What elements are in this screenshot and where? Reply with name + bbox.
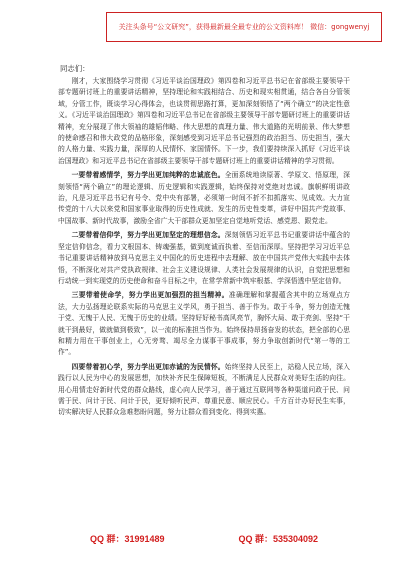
- salutation: 同志们：: [60, 64, 90, 73]
- paragraph-lead: 四要带着初心学，努力学出更加赤诚的为民情怀。: [71, 362, 225, 371]
- qq-group-2: QQ 群：535304092: [238, 534, 319, 544]
- paragraph-text: 刚才，大家围绕学习贯彻《习近平谈治国理政》第四卷和习近平总书记在省部级主要领导干部专题研讨班上的重要讲话精神，坚持理论和实践相结合、历史和现实相贯通，结合各自分管领域，分管工作，既谈学习心得体会，也谈贯彻思路打算，更加深刻领悟了“两个确立”的决定性意义。《习近平谈治国理政》第四卷和习近平总书记在省部级主要领导干部专题研讨班上的重要讲话精神，充分展现了伟大领袖的雄韬伟略、伟大思想的真理力量、伟大道路的光明前景、伟大梦想的使命感召和伟大政党的品格形象，深刻感受到习近平总书记强烈的政治担当、历史担当，强大的人格力量、实践力量，深厚的人民情怀、家国情怀。下一步，我们要持续深入抓好《习近平谈治国理政》和习近平总书记在省部级主要领导干部专题研讨班上的重要讲话精神的学习贯彻。: [58, 77, 350, 165]
- paragraph-point-3: [58, 290, 350, 358]
- promo-banner: [106, 12, 382, 42]
- paragraph-point-2: [58, 230, 350, 287]
- footer-contacts: [0, 532, 408, 545]
- promo-banner-text: 关注头条号“公文研究”，获得最新最全最专业的公文资料库！ 微信：gongwenyj: [118, 22, 370, 31]
- paragraph-point-4: [58, 362, 350, 419]
- paragraph-lead: 三要带着使命学，努力学出更加强烈的担当精神。: [71, 291, 229, 300]
- paragraph-text: 始终坚持人民至上，站稳人民立场，深入践行以人民为中心的发展思想，加快补齐民生保障短板，不断满足人民群众对美好生活的向往。用心用情走好新时代党的群众路线，虚心向人民学习，善于通过互联网等各种渠道问政于民、问需于民、问计于民、问计于民，更好倾听民声、尊重民意、顺应民心。千方百计办好民生实事，切实解决好人民群众急难愁盼问题，努力让群众看到变化、得到实惠。: [58, 362, 350, 417]
- paragraph-lead: 二要带着信仰学，努力学出更加坚定的理想信念。: [71, 231, 225, 240]
- document-body: [58, 76, 350, 422]
- paragraph-intro: [58, 76, 350, 167]
- paragraph-text: 深刻领悟习近平总书记重要讲话中蕴含的坚定信仰信念，看力文根国本、铸魂强基，做到度诚而执着、至信而深厚。坚持把学习习近平总书记重要讲话精神放到马克思主义中国化的历史进程中去理解、放在中国共产党伟大实践中去体悟，不断深化对共产党执政规律、社会主义建设规律、人类社会发展规律的认识，自觉把思想和行动统一到实现党的历史使命和奋斗目标之中，在常学常新中筑牢根基、学深悟透中坚定信仰。: [58, 231, 350, 285]
- qq-group-1: QQ 群：31991489: [89, 534, 165, 544]
- paragraph-lead: 一要带着感情学，努力学出更加纯粹的忠诚底色。: [71, 171, 225, 180]
- paragraph-point-1: [58, 170, 350, 227]
- paragraph-text: 准确理解和掌握蕴含其中的立场观点方法，大力弘扬理论联系实际的马克思主义学风，勇于担当、善于作为。敢于斗争，努力创造无愧于党、无愧于人民、无愧于历史的业绩。坚持好好秘书高风亮节，胸怀大局、敢于亮剑、坚持“干就干到最好，做就做到极致”，以一流的标准担当作为。始终保持昂扬奋发的状态，把全部的心思和精力用在干事创业上，心无旁骛、竭尽全力谋事干事成事，努力争取创新时代“第一等的工作”。: [58, 291, 350, 357]
- paragraph-text: 全面系统地读原著、学原文、悟原理，深刻领悟“两个确立”的理论逻辑、历史逻辑和实践逻辑，始终保持对党绝对忠诚。旗帜鲜明讲政治，凡是习近平总书记有号令、党中央有部署，必须第一时间不折不扣抓落实、见成效。大力宣传党的十八大以来党和国家事业取得的历史性成就、发生的历史性变革，讲好中国共产党故事、中国故事、新时代故事，激励全省广大干部群众更加坚定自觉地听党话、感党恩、跟党走。: [58, 171, 350, 225]
